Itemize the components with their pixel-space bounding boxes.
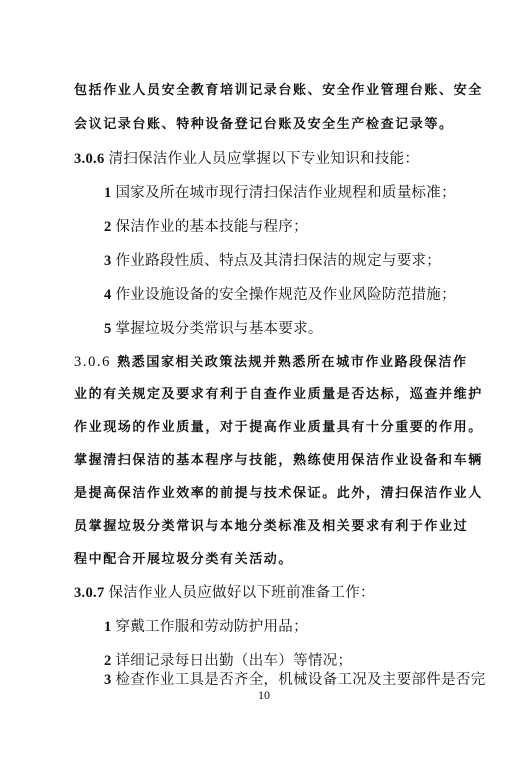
clause-item	[104, 617, 308, 637]
item-number: 4	[104, 287, 112, 303]
item-text: 检查作业工具是否齐全，机械设备工况及主要部件是否完	[115, 672, 486, 688]
clause-number: 3.0.6	[74, 151, 105, 167]
commentary-line	[74, 352, 468, 373]
paragraph-line: 会议记录台账、特种设备登记台账及安全生产检查记录等。	[74, 117, 454, 132]
commentary-line: 掌握清扫保洁的基本程序与技能，熟练使用保洁作业设备和车辆	[74, 453, 483, 468]
clause-item	[104, 670, 486, 690]
item-text: 作业设施设备的安全操作规范及作业风险防范措施；	[115, 287, 456, 303]
commentary-line: 是提高保洁作业效率的前提与技术保证。此外，清扫保洁作业人	[74, 486, 483, 501]
item-number: 3	[104, 253, 112, 269]
page-number: 10	[258, 688, 270, 702]
commentary-line: 员掌握垃圾分类常识与本地分类标准及相关要求有利于作业过	[74, 519, 469, 534]
item-number: 2	[104, 219, 112, 235]
clause-3-0-6-heading	[74, 149, 419, 169]
item-text: 穿戴工作服和劳动防护用品；	[115, 619, 308, 635]
item-text: 作业路段性质、特点及其清扫保洁的规定与要求；	[115, 253, 442, 269]
clause-item	[104, 183, 456, 203]
commentary-text: 熟悉国家相关政策法规并熟悉所在城市作业路段保洁作	[117, 355, 468, 370]
clause-number: 3.0.7	[74, 585, 105, 601]
paragraph-line: 包括作业人员安全教育培训记录台账、安全作业管理台账、安全	[74, 83, 483, 98]
commentary-line: 业的有关规定及要求有利于自查作业质量是否达标，巡查并维护	[74, 387, 483, 402]
commentary-line: 作业现场的作业质量，对于提高作业质量具有十分重要的作用。	[74, 420, 483, 435]
item-number: 1	[104, 619, 112, 635]
clause-item	[104, 651, 352, 671]
clause-item	[104, 251, 441, 271]
item-text: 国家及所在城市现行清扫保洁作业规程和质量标准；	[115, 185, 456, 201]
item-number: 5	[104, 321, 112, 337]
item-text: 保洁作业的基本技能与程序；	[115, 219, 308, 235]
item-text: 详细记录每日出勤（出车）等情况；	[115, 653, 353, 669]
clause-3-0-7-heading	[74, 583, 375, 603]
clause-item	[104, 285, 456, 305]
clause-heading-text: 保洁作业人员应做好以下班前准备工作：	[108, 585, 375, 601]
item-number: 3	[104, 672, 112, 688]
clause-item	[104, 319, 323, 339]
item-text: 掌握垃圾分类常识与基本要求。	[115, 321, 323, 337]
item-number: 1	[104, 185, 112, 201]
clause-item	[104, 217, 308, 237]
clause-heading-text: 清扫保洁作业人员应掌握以下专业知识和技能：	[108, 151, 420, 167]
commentary-line: 程中配合开展垃圾分类有关活动。	[74, 552, 294, 567]
commentary-number: 3.0.6	[74, 354, 111, 370]
item-number: 2	[104, 653, 112, 669]
